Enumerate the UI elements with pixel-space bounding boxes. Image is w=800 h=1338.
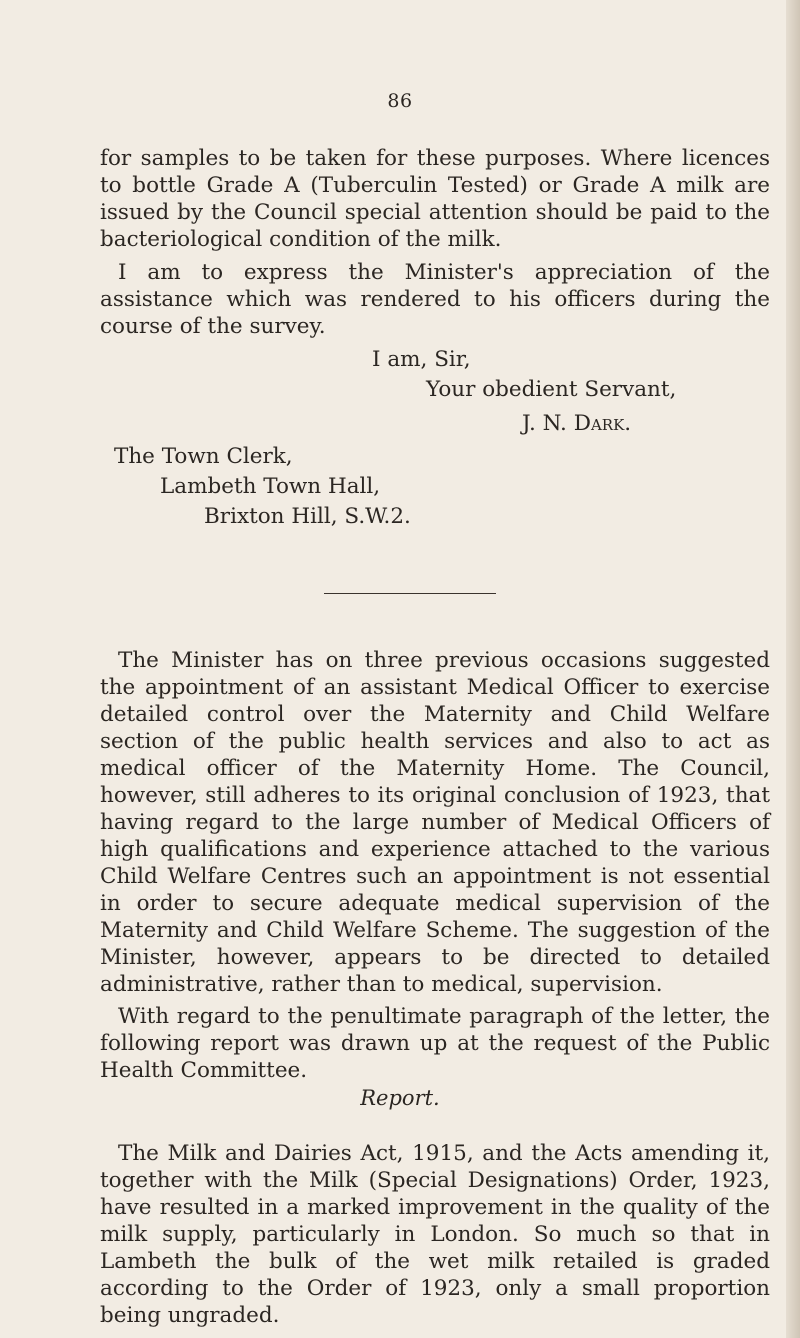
closing-servant: Your obedient Servant, bbox=[426, 377, 677, 402]
address-line-3: Brixton Hill, S.W.2. bbox=[204, 504, 411, 529]
report-heading: Report. bbox=[360, 1086, 440, 1110]
letter-paragraph-1: for samples to be taken for these purposes. Where licences to bottle Grade A (Tuberculin Tested) or Grade A milk are issued by the Council special attention should be paid to the bacteriological condition of the milk. bbox=[100, 146, 770, 252]
body-paragraph-2: With regard to the penultimate paragraph of the letter, the following report was drawn up at the request of the Public Health Committee. bbox=[100, 1004, 770, 1083]
section-divider bbox=[324, 593, 496, 594]
closing-salutation: I am, Sir, bbox=[372, 347, 471, 372]
letter-paragraph-2: I am to express the Minister's appreciation of the assistance which was rendered to his officers during the course of the survey. bbox=[100, 260, 770, 339]
address-line-2: Lambeth Town Hall, bbox=[160, 474, 381, 499]
page-edge-shadow bbox=[786, 0, 800, 1338]
page-number: 86 bbox=[387, 90, 413, 112]
body-paragraph-1: The Minister has on three previous occasions suggested the appointment of an assistant Medical Officer to exercise detailed control over the Maternity and Child Welfare section of the public health services and also to act as medical officer of the Maternity Home. The Council, however, still adheres to its original conclusion of 1923, that having regard to the large number of Medical Officers of high qualifications and experience attached to the various Child Welfare Centres such an appointment is not essential in order to secure adequate medical supervision of the Maternity and Child Welfare Scheme. The suggestion of the Minister, however, appears to be directed to detailed administrative, rather than to medical, supervision. bbox=[100, 648, 770, 997]
address-line-1: The Town Clerk, bbox=[114, 444, 293, 469]
report-paragraph: The Milk and Dairies Act, 1915, and the Acts amending it, together with the Milk (Special Designations) Order, 1923, have resulted in a marked improvement in the quality of the milk supply, particularly in London. So much so that in Lambeth the bulk of the wet milk retailed is graded according to the Order of 1923, only a small proportion being ungraded. bbox=[100, 1141, 770, 1328]
signature: J. N. Dark. bbox=[522, 411, 632, 436]
